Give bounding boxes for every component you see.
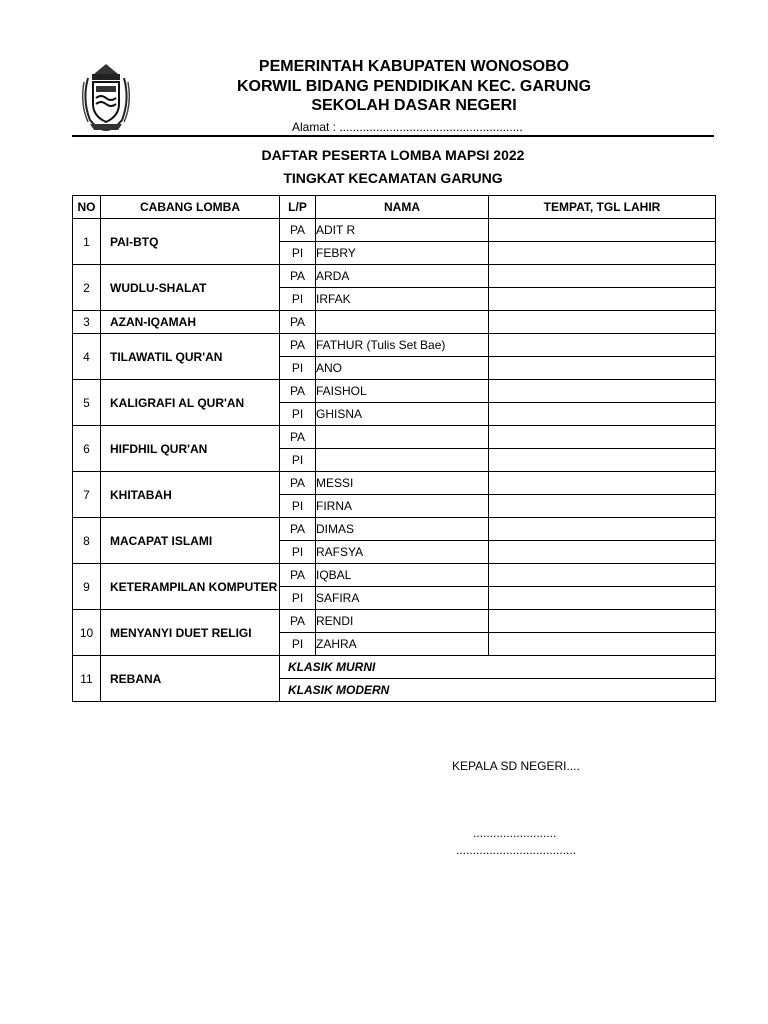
- document-subtitle: TINGKAT KECAMATAN GARUNG: [283, 170, 503, 186]
- cabang-lomba: REBANA: [101, 656, 280, 702]
- birth-place-date: [489, 610, 716, 633]
- cabang-lomba: KHITABAH: [101, 472, 280, 518]
- row-number: 1: [73, 219, 101, 265]
- participant-name: MESSI: [316, 472, 489, 495]
- col-header-ttl: TEMPAT, TGL LAHIR: [489, 196, 716, 219]
- participant-name: [316, 426, 489, 449]
- cabang-lomba: WUDLU-SHALAT: [101, 265, 280, 311]
- birth-place-date: [489, 495, 716, 518]
- birth-place-date: [489, 587, 716, 610]
- gender-code: PI: [280, 288, 316, 311]
- participant-name: ARDA: [316, 265, 489, 288]
- header-divider: [72, 135, 714, 137]
- row-number: 3: [73, 311, 101, 334]
- gender-code: PA: [280, 334, 316, 357]
- cabang-lomba: KETERAMPILAN KOMPUTER: [101, 564, 280, 610]
- participant-name: DIMAS: [316, 518, 489, 541]
- table-row: [73, 564, 716, 587]
- participant-name: ANO: [316, 357, 489, 380]
- table-header-row: [73, 196, 716, 219]
- header-school: SEKOLAH DASAR NEGERI: [311, 97, 517, 114]
- gender-code: PA: [280, 564, 316, 587]
- cabang-lomba: TILAWATIL QUR'AN: [101, 334, 280, 380]
- birth-place-date: [489, 518, 716, 541]
- col-header-cabang: CABANG LOMBA: [101, 196, 280, 219]
- birth-place-date: [489, 242, 716, 265]
- table-row: [73, 265, 716, 288]
- col-header-no: NO: [73, 196, 101, 219]
- gender-code: PA: [280, 265, 316, 288]
- participant-name: IRFAK: [316, 288, 489, 311]
- birth-place-date: [489, 357, 716, 380]
- gender-code: PA: [280, 219, 316, 242]
- table-row: [73, 472, 716, 495]
- participant-name: IQBAL: [316, 564, 489, 587]
- birth-place-date: [489, 219, 716, 242]
- table-row: [73, 334, 716, 357]
- gender-code: PA: [280, 426, 316, 449]
- row-number: 9: [73, 564, 101, 610]
- table-row: [73, 518, 716, 541]
- birth-place-date: [489, 541, 716, 564]
- gender-code: PA: [280, 518, 316, 541]
- participant-name: SAFIRA: [316, 587, 489, 610]
- table-row: [73, 311, 716, 334]
- participant-name: [316, 311, 489, 334]
- row-number: 7: [73, 472, 101, 518]
- participant-name: FEBRY: [316, 242, 489, 265]
- gender-code: PI: [280, 633, 316, 656]
- cabang-lomba: MACAPAT ISLAMI: [101, 518, 280, 564]
- gender-code: PI: [280, 403, 316, 426]
- cabang-lomba: KALIGRAFI AL QUR'AN: [101, 380, 280, 426]
- participant-name: [316, 449, 489, 472]
- participant-name: RAFSYA: [316, 541, 489, 564]
- birth-place-date: [489, 472, 716, 495]
- participant-table: [72, 195, 716, 702]
- participant-name: FATHUR (Tulis Set Bae): [316, 334, 489, 357]
- gender-code: PA: [280, 610, 316, 633]
- gender-code: PA: [280, 472, 316, 495]
- gender-code: PA: [280, 311, 316, 334]
- birth-place-date: [489, 288, 716, 311]
- table-row: [73, 426, 716, 449]
- cabang-lomba: MENYANYI DUET RELIGI: [101, 610, 280, 656]
- signature-nip-line: ....................................: [456, 843, 577, 857]
- rebana-category: KLASIK MODERN: [280, 679, 716, 702]
- header-korwil: KORWIL BIDANG PENDIDIKAN KEC. GARUNG: [236, 78, 592, 95]
- header-government: PEMERINTAH KABUPATEN WONOSOBO: [258, 58, 570, 75]
- participant-name: ADIT R: [316, 219, 489, 242]
- participant-name: RENDI: [316, 610, 489, 633]
- birth-place-date: [489, 311, 716, 334]
- row-number: 11: [73, 656, 101, 702]
- cabang-lomba: PAI-BTQ: [101, 219, 280, 265]
- birth-place-date: [489, 633, 716, 656]
- col-header-lp: L/P: [280, 196, 316, 219]
- cabang-lomba: HIFDHIL QUR'AN: [101, 426, 280, 472]
- table-row: [73, 219, 716, 242]
- participant-name: FIRNA: [316, 495, 489, 518]
- table-row: [73, 380, 716, 403]
- birth-place-date: [489, 380, 716, 403]
- cabang-lomba: AZAN-IQAMAH: [101, 311, 280, 334]
- header-address: Alamat : .......................................................: [292, 120, 523, 134]
- gender-code: PI: [280, 541, 316, 564]
- regency-emblem-logo: [78, 60, 134, 132]
- row-number: 5: [73, 380, 101, 426]
- birth-place-date: [489, 449, 716, 472]
- col-header-nama: NAMA: [316, 196, 489, 219]
- participant-name: GHISNA: [316, 403, 489, 426]
- table-row: [73, 610, 716, 633]
- birth-place-date: [489, 403, 716, 426]
- gender-code: PI: [280, 449, 316, 472]
- table-row: [73, 656, 716, 679]
- signature-name-line: .........................: [473, 826, 557, 840]
- signature-title: KEPALA SD NEGERI....: [452, 759, 580, 773]
- gender-code: PI: [280, 357, 316, 380]
- row-number: 2: [73, 265, 101, 311]
- participant-name: ZAHRA: [316, 633, 489, 656]
- participant-name: FAISHOL: [316, 380, 489, 403]
- row-number: 6: [73, 426, 101, 472]
- gender-code: PI: [280, 587, 316, 610]
- row-number: 8: [73, 518, 101, 564]
- document-title: DAFTAR PESERTA LOMBA MAPSI 2022: [261, 147, 525, 163]
- birth-place-date: [489, 265, 716, 288]
- birth-place-date: [489, 426, 716, 449]
- row-number: 4: [73, 334, 101, 380]
- birth-place-date: [489, 564, 716, 587]
- row-number: 10: [73, 610, 101, 656]
- gender-code: PI: [280, 495, 316, 518]
- rebana-category: KLASIK MURNI: [280, 656, 716, 679]
- gender-code: PI: [280, 242, 316, 265]
- birth-place-date: [489, 334, 716, 357]
- gender-code: PA: [280, 380, 316, 403]
